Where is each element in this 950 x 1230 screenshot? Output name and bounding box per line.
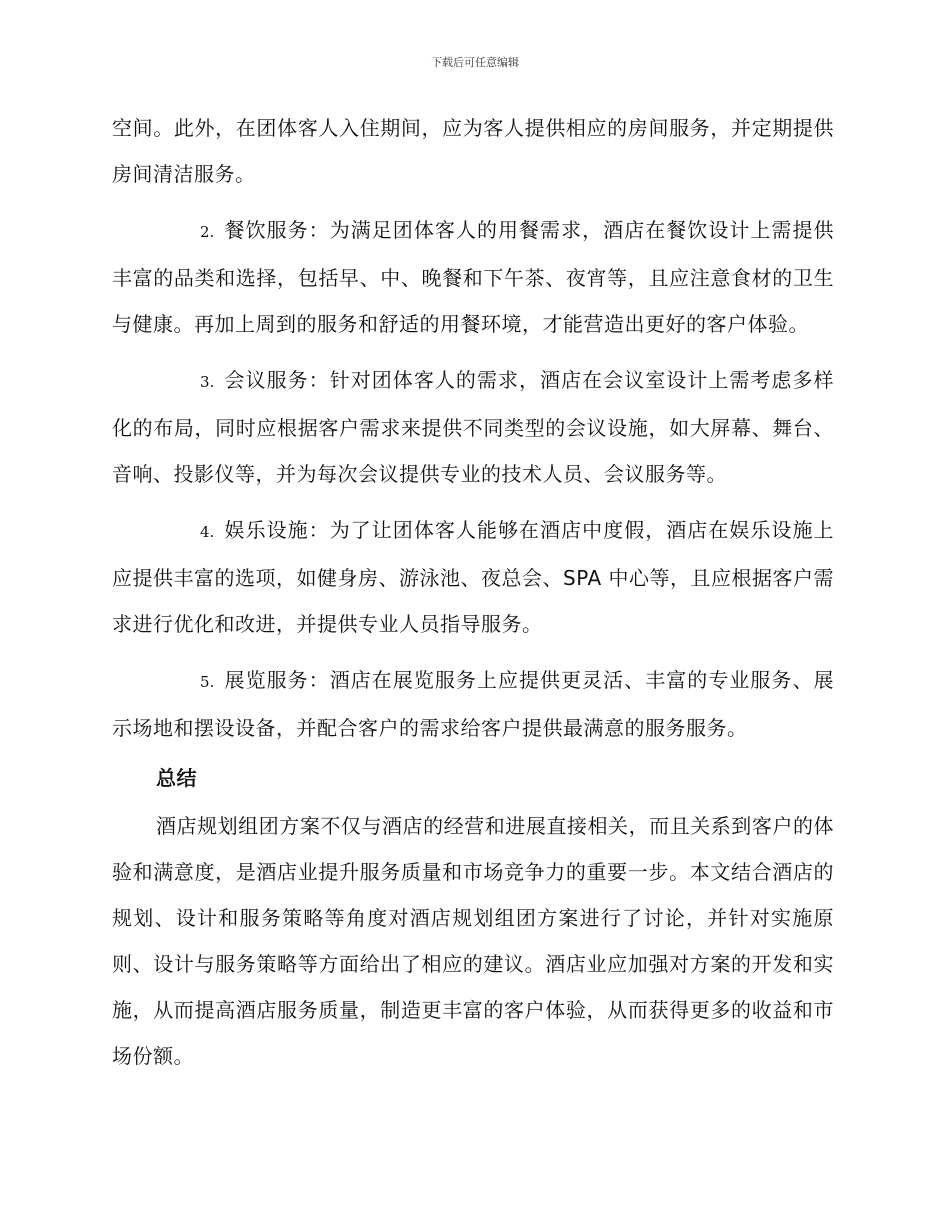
- item-number: 2.: [200, 223, 215, 241]
- summary-heading: 总结: [156, 766, 197, 790]
- page-header: 下载后可任意编辑: [431, 56, 519, 69]
- list-item: [112, 507, 834, 647]
- item-text: 娱乐设施：为了让团体客人能够在酒店中度假，酒店在娱乐设施上应提供丰富的选项，如健身房、游泳池、夜总会、SPA 中心等，且应根据客户需求进行优化和改进，并提供专业人员指导服务。: [112, 518, 835, 636]
- document-body: [112, 105, 834, 1079]
- item-text: 餐饮服务：为满足团体客人的用餐需求，酒店在餐饮设计上需提供丰富的品类和选择，包括早、中、晚餐和下午茶、夜宵等，且应注意食材的卫生与健康。再加上周到的服务和舒适的用餐环境，才能营造出更好的客户体验。: [112, 218, 834, 336]
- item-number: 4.: [200, 523, 215, 541]
- list-item: [112, 207, 834, 347]
- intro-paragraph: 空间。此外，在团体客人入住期间，应为客人提供相应的房间服务，并定期提供房间清洁服务。: [112, 116, 834, 186]
- item-number: 5.: [200, 673, 215, 691]
- item-number: 3.: [200, 373, 215, 391]
- item-text: 展览服务：酒店在展览服务上应提供更灵活、丰富的专业服务、展示场地和摆设设备，并配合客户的需求给客户提供最满意的服务服务。: [112, 668, 834, 740]
- list-item: [112, 657, 834, 751]
- summary-paragraph: 酒店规划组团方案不仅与酒店的经营和进展直接相关，而且关系到客户的体验和满意度，是酒店业提升服务质量和市场竞争力的重要一步。本文结合酒店的规划、设计和服务策略等角度对酒店规划组团方案进行了讨论，并针对实施原则、设计与服务策略等方面给出了相应的建议。酒店业应加强对方案的开发和实施，从而提高酒店服务质量，制造更丰富的客户体验，从而获得更多的收益和市场份额。: [112, 814, 834, 1068]
- list-item: [112, 357, 834, 497]
- item-text: 会议服务：针对团体客人的需求，酒店在会议室设计上需考虑多样化的布局，同时应根据客户需求来提供不同类型的会议设施，如大屏幕、舞台、音响、投影仪等，并为每次会议提供专业的技术人员、会议服务等。: [112, 368, 834, 486]
